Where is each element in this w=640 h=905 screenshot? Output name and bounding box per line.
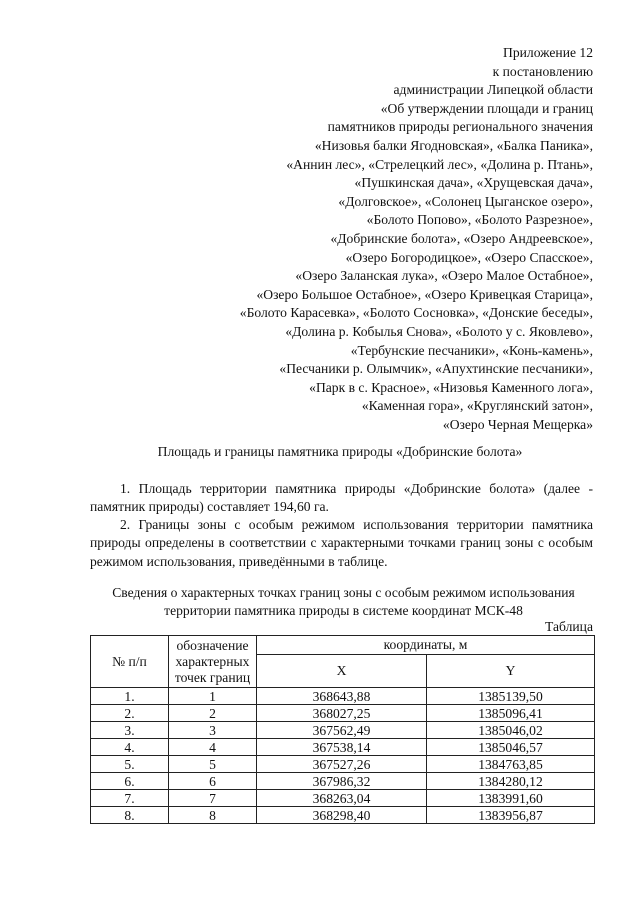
row-y: 1383991,60 bbox=[427, 790, 595, 807]
appendix-line: «Озеро Черная Мещерка» bbox=[442, 416, 593, 432]
appendix-header bbox=[113, 44, 593, 434]
table-row bbox=[91, 722, 595, 739]
row-x: 367562,49 bbox=[257, 722, 427, 739]
row-num: 5. bbox=[91, 756, 169, 773]
coordinates-table bbox=[90, 635, 595, 824]
row-point: 4 bbox=[169, 739, 257, 756]
table-caption-line-1: Сведения о характерных точках границ зоны с особым режимом использования bbox=[112, 585, 575, 600]
row-num: 1. bbox=[91, 688, 169, 705]
header-num: № п/п bbox=[91, 636, 169, 688]
row-x: 368298,40 bbox=[257, 807, 427, 824]
table-caption-line-2: территории памятника природы в системе координат МСК-48 bbox=[164, 603, 523, 619]
row-point: 7 bbox=[169, 790, 257, 807]
appendix-line: «Песчаники р. Олымчик», «Апухтинские песчаники», bbox=[279, 361, 593, 377]
table-row bbox=[91, 739, 595, 756]
row-point: 5 bbox=[169, 756, 257, 773]
appendix-line: «Долина р. Кобылья Снова», «Болото у с. Яковлево», bbox=[285, 323, 593, 339]
row-point: 2 bbox=[169, 705, 257, 722]
header-designation: обозначение характерных точек границ bbox=[169, 636, 257, 688]
row-y: 1384280,12 bbox=[427, 773, 595, 790]
table-label: Таблица bbox=[545, 619, 593, 634]
table-row bbox=[91, 756, 595, 773]
appendix-line: «Озеро Богородицкое», «Озеро Спасское», bbox=[345, 249, 593, 265]
appendix-line: памятников природы регионального значения bbox=[327, 119, 593, 135]
row-y: 1384763,85 bbox=[427, 756, 595, 773]
row-y: 1385096,41 bbox=[427, 705, 595, 722]
row-num: 8. bbox=[91, 807, 169, 824]
paragraph-boundaries: 2. Границы зоны с особым режимом использования территории памятника природы определены в соответствии с характерными точками границ зоны с особым режимом использования, приведёнными в таблице. bbox=[90, 517, 593, 569]
row-num: 6. bbox=[91, 773, 169, 790]
appendix-line: «Болото Попово», «Болото Разрезное», bbox=[366, 212, 593, 228]
appendix-line: Приложение 12 bbox=[503, 45, 593, 60]
table-row bbox=[91, 688, 595, 705]
row-y: 1385046,02 bbox=[427, 722, 595, 739]
appendix-line: «Добринские болота», «Озеро Андреевское», bbox=[330, 230, 593, 246]
appendix-line: к постановлению bbox=[492, 63, 593, 79]
row-y: 1385139,50 bbox=[427, 688, 595, 705]
row-y: 1385046,57 bbox=[427, 739, 595, 756]
appendix-line: «Озеро Заланская лука», «Озеро Малое Остабное», bbox=[295, 268, 593, 284]
appendix-line: «Каменная гора», «Круглянский затон», bbox=[361, 398, 593, 414]
appendix-line: администрации Липецкой области bbox=[393, 82, 593, 98]
appendix-line: «Тербунские песчаники», «Конь-камень», bbox=[350, 342, 593, 358]
row-num: 3. bbox=[91, 722, 169, 739]
row-point: 1 bbox=[169, 688, 257, 705]
document-title: Площадь и границы памятника природы «Добринские болота» bbox=[157, 444, 523, 459]
paragraph-area: 1. Площадь территории памятника природы «Добринские болота» (далее - памятник природы) составляет 194,60 га. bbox=[90, 481, 593, 515]
row-x: 367527,26 bbox=[257, 756, 427, 773]
table-row bbox=[91, 773, 595, 790]
header-x: X bbox=[257, 655, 427, 688]
row-x: 368027,25 bbox=[257, 705, 427, 722]
table-row bbox=[91, 790, 595, 807]
row-point: 3 bbox=[169, 722, 257, 739]
row-num: 7. bbox=[91, 790, 169, 807]
row-y: 1383956,87 bbox=[427, 807, 595, 824]
table-row bbox=[91, 807, 595, 824]
table-caption bbox=[92, 584, 595, 621]
row-point: 8 bbox=[169, 807, 257, 824]
appendix-line: «Низовья балки Ягодновская», «Балка Паника», bbox=[314, 137, 593, 153]
appendix-line: «Парк в с. Красное», «Низовья Каменного лога», bbox=[309, 379, 593, 395]
row-x: 368643,88 bbox=[257, 688, 427, 705]
row-x: 367986,32 bbox=[257, 773, 427, 790]
row-num: 4. bbox=[91, 739, 169, 756]
table-row bbox=[91, 705, 595, 722]
row-num: 2. bbox=[91, 705, 169, 722]
row-point: 6 bbox=[169, 773, 257, 790]
header-coordinates: координаты, м bbox=[257, 636, 595, 655]
appendix-line: «Об утверждении площади и границ bbox=[380, 100, 593, 116]
appendix-line: «Пушкинская дача», «Хрущевская дача», bbox=[354, 175, 593, 191]
appendix-line: «Болото Карасевка», «Болото Сосновка», «Донские беседы», bbox=[239, 305, 593, 321]
row-x: 367538,14 bbox=[257, 739, 427, 756]
appendix-line: «Долговское», «Солонец Цыганское озеро», bbox=[338, 193, 593, 209]
header-y: Y bbox=[427, 655, 595, 688]
appendix-line: «Озеро Большое Остабное», «Озеро Кривецкая Старица», bbox=[256, 286, 593, 302]
row-x: 368263,04 bbox=[257, 790, 427, 807]
appendix-line: «Аннин лес», «Стрелецкий лес», «Долина р. Птань», bbox=[286, 156, 593, 172]
